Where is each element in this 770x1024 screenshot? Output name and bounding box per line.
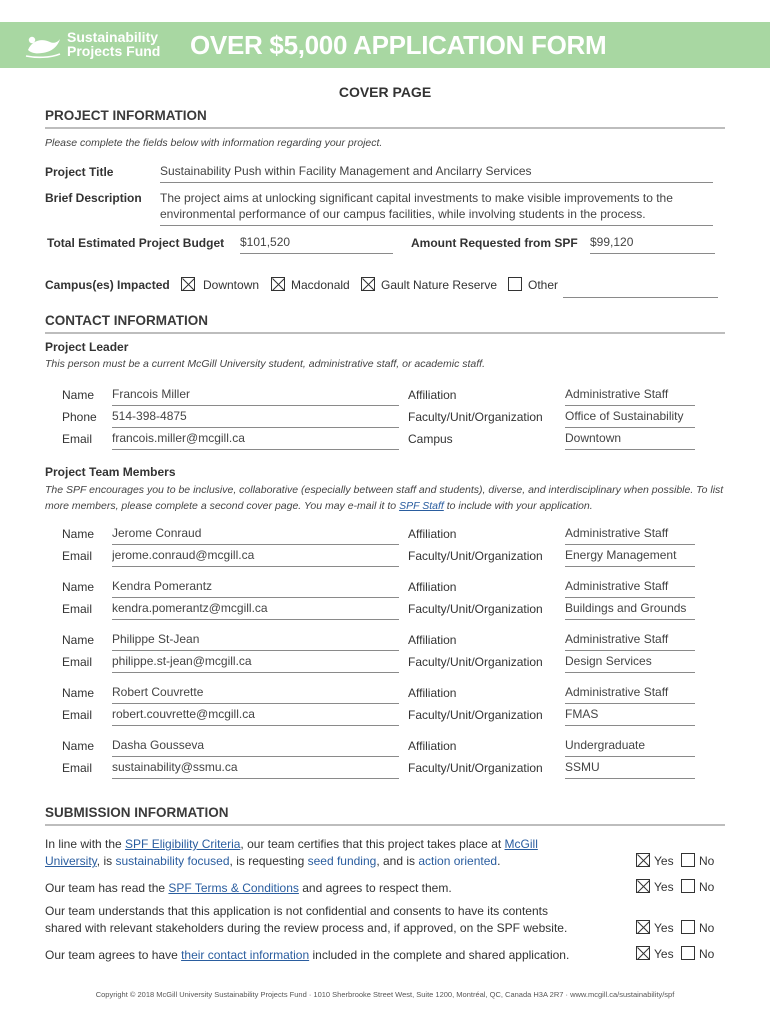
spf-logo [24,28,174,62]
leader-name-label: Name [62,388,95,402]
member-email-label: Email [62,708,93,722]
contact-yes-checkbox[interactable] [636,946,650,960]
mcgill-university-link[interactable]: University [45,854,97,868]
member-affiliation-label: Affiliation [408,739,457,753]
member-name-label: Name [62,686,95,700]
member-4-faculty-field[interactable]: FMAS [565,707,695,726]
contact-no-checkbox[interactable] [681,946,695,960]
budget-field[interactable]: $101,520 [240,235,393,254]
yes-label: Yes [654,921,674,935]
spf-staff-link[interactable]: SPF Staff [399,500,444,512]
member-faculty-label: Faculty/Unit/Organization [408,761,543,775]
team-members-heading: Project Team Members [45,465,176,479]
campus-downtown-label: Downtown [203,278,260,292]
member-4-name-field[interactable]: Robert Couvrette [112,685,399,704]
member-5-name-field[interactable]: Dasha Gousseva [112,738,399,757]
member-5-affiliation-field[interactable]: Undergraduate [565,738,695,757]
statement-contact-info: Our team agrees to have their contact information included in the complete and shared application. [45,948,570,962]
statement-terms: Our team has read the SPF Terms & Conditions and agrees to respect them. [45,881,452,895]
member-affiliation-label: Affiliation [408,527,457,541]
campus-label: Campus(es) Impacted [45,278,170,292]
leader-phone-label: Phone [62,410,97,424]
contact-info-heading: CONTACT INFORMATION [45,313,208,328]
member-email-label: Email [62,549,93,563]
campus-gault-checkbox[interactable] [361,277,375,291]
leader-name-field[interactable]: Francois Miller [112,387,399,406]
form-title: OVER $5,000 APPLICATION FORM [190,30,607,60]
member-faculty-label: Faculty/Unit/Organization [408,549,543,563]
member-2-faculty-field[interactable]: Buildings and Grounds [565,601,695,620]
member-2-email-field[interactable]: kendra.pomerantz@mcgill.ca [112,601,399,620]
leader-email-field[interactable]: francois.miller@mcgill.ca [112,431,399,450]
member-email-label: Email [62,761,93,775]
leader-campus-field[interactable]: Downtown [565,431,695,450]
terms-yes-checkbox[interactable] [636,879,650,893]
confidentiality-no-checkbox[interactable] [681,920,695,934]
member-4-email-field[interactable]: robert.couvrette@mcgill.ca [112,707,399,726]
section-divider [45,332,725,334]
leader-affiliation-field[interactable]: Administrative Staff [565,387,695,406]
leader-phone-field[interactable]: 514-398-4875 [112,409,399,428]
project-leader-heading: Project Leader [45,340,129,354]
leader-campus-label: Campus [408,432,453,446]
section-divider [45,127,725,129]
leader-affiliation-label: Affiliation [408,388,457,402]
confidentiality-yes-checkbox[interactable] [636,920,650,934]
statement-confidentiality: Our team understands that this application is not confidential and consents to have its contents shared with relevant stakeholders during the review process and, if approved, on the SPF website. [45,904,568,935]
project-title-field[interactable]: Sustainability Push within Facility Management and Ancilarry Services [160,164,713,183]
member-name-label: Name [62,527,95,541]
yes-label: Yes [654,854,674,868]
cover-page-title: COVER PAGE [338,84,432,100]
member-name-label: Name [62,580,95,594]
campus-macdonald-label: Macdonald [291,278,350,292]
member-5-faculty-field[interactable]: SSMU [565,760,695,779]
member-1-email-field[interactable]: jerome.conraud@mcgill.ca [112,548,399,567]
budget-label: Total Estimated Project Budget [47,236,225,250]
member-3-affiliation-field[interactable]: Administrative Staff [565,632,695,651]
brief-description-label: Brief Description [45,191,142,205]
no-label: No [699,854,715,868]
team-members-note: The SPF encourages you to be inclusive, collaborative (especially between staff and students), diverse, and interdisciplinary when possible. To list more members, please complete a second cover page. You may e-mail it to SPF Staff to include with your application. [45,484,724,512]
logo-line-2: Projects Fund [67,43,161,59]
project-title-label: Project Title [45,165,114,179]
header-banner [0,22,770,68]
member-affiliation-label: Affiliation [408,633,457,647]
member-1-faculty-field[interactable]: Energy Management [565,548,695,567]
amount-requested-field[interactable]: $99,120 [590,235,715,254]
member-name-label: Name [62,739,95,753]
no-label: No [699,921,715,935]
member-affiliation-label: Affiliation [408,580,457,594]
member-2-affiliation-field[interactable]: Administrative Staff [565,579,695,598]
eligibility-criteria-link[interactable]: SPF Eligibility Criteria [125,837,241,851]
member-faculty-label: Faculty/Unit/Organization [408,602,543,616]
member-faculty-label: Faculty/Unit/Organization [408,655,543,669]
yes-label: Yes [654,880,674,894]
terms-no-checkbox[interactable] [681,879,695,893]
footer-copyright: Copyright © 2018 McGill University Sustainability Projects Fund · 1010 Sherbrooke Street West, Suite 1200, Montréal, QC, Canada H3A 2R7 · www.mcgill.ca/sustainability/spf [95,990,675,999]
campus-other-checkbox[interactable] [508,277,522,291]
submission-info-heading: SUBMISSION INFORMATION [45,805,229,820]
yes-label: Yes [654,947,674,961]
logo-line-1: Sustainability [67,29,159,45]
bird-logo-icon [24,32,62,60]
campus-macdonald-checkbox[interactable] [271,277,285,291]
eligibility-no-checkbox[interactable] [681,853,695,867]
campus-other-label: Other [528,278,559,292]
member-5-email-field[interactable]: sustainability@ssmu.ca [112,760,399,779]
campus-gault-label: Gault Nature Reserve [381,278,498,292]
member-2-name-field[interactable]: Kendra Pomerantz [112,579,399,598]
member-1-name-field[interactable]: Jerome Conraud [112,526,399,545]
leader-faculty-label: Faculty/Unit/Organization [408,410,543,424]
member-3-email-field[interactable]: philippe.st-jean@mcgill.ca [112,654,399,673]
member-name-label: Name [62,633,95,647]
member-affiliation-label: Affiliation [408,686,457,700]
leader-email-label: Email [62,432,93,446]
member-email-label: Email [62,655,93,669]
campus-other-field[interactable] [563,279,718,298]
no-label: No [699,880,715,894]
amount-requested-label: Amount Requested from SPF [411,236,578,250]
member-3-faculty-field[interactable]: Design Services [565,654,695,673]
project-info-note: Please complete the fields below with information regarding your project. [45,137,383,149]
member-email-label: Email [62,602,93,616]
brief-description-field[interactable]: The project aims at unlocking significant capital investments to make visible improvements to the environmental performance of our campus facilities, while involving students in the process. [160,190,713,226]
mcgill-link[interactable]: McGill [504,837,538,851]
member-1-affiliation-field[interactable]: Administrative Staff [565,526,695,545]
member-faculty-label: Faculty/Unit/Organization [408,708,543,722]
member-3-name-field[interactable]: Philippe St-Jean [112,632,399,651]
member-4-affiliation-field[interactable]: Administrative Staff [565,685,695,704]
eligibility-yes-checkbox[interactable] [636,853,650,867]
no-label: No [699,947,715,961]
leader-faculty-field[interactable]: Office of Sustainability [565,409,695,428]
project-info-heading: PROJECT INFORMATION [45,108,207,123]
project-leader-note: This person must be a current McGill University student, administrative staff, or academic staff. [45,358,485,370]
terms-conditions-link[interactable]: SPF Terms & Conditions [168,881,299,895]
contact-information-link[interactable]: their contact information [181,948,310,962]
section-divider [45,824,725,826]
statement-eligibility: In line with the SPF Eligibility Criteria, our team certifies that this project takes place at McGill University, is sustainability focused, is requesting seed funding, and is action oriented. [45,837,538,868]
campus-downtown-checkbox[interactable] [181,277,195,291]
